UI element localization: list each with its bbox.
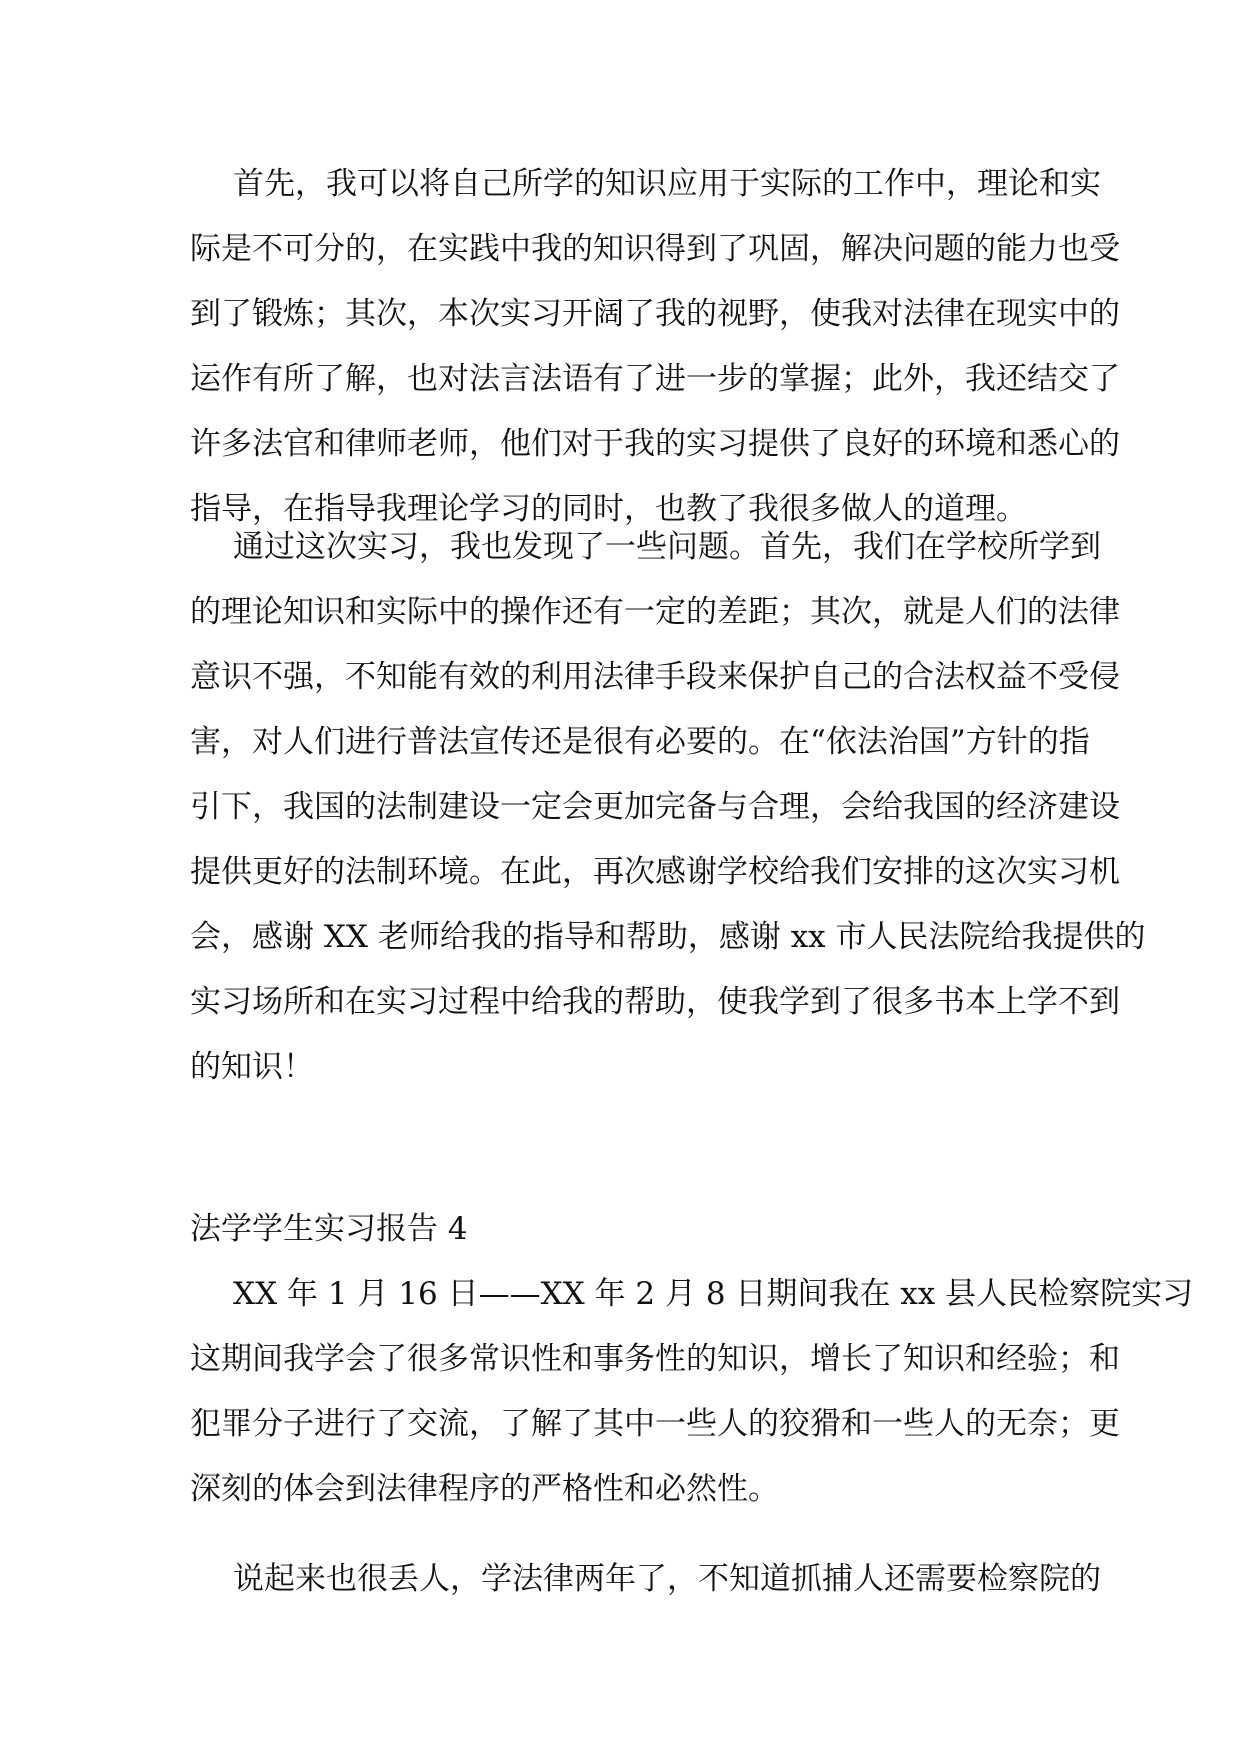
text-line: 际是不可分的，在实践中我的知识得到了巩固，解决问题的能力也受 <box>190 231 1120 267</box>
text-line: 运作有所了解，也对法言法语有了进一步的掌握；此外，我还结交了 <box>190 361 1120 397</box>
text-line: 许多法官和律师老师，他们对于我的实习提供了良好的环境和悉心的 <box>190 426 1120 462</box>
text-line: 害，对人们进行普法宣传还是很有必要的。在“依法治国”方针的指 <box>190 724 1090 760</box>
text-line: XX 年 1 月 16 日——XX 年 2 月 8 日期间我在 xx 县人民检察院实习 <box>233 1276 1194 1312</box>
text-line: 这期间我学会了很多常识性和事务性的知识，增长了知识和经验；和 <box>190 1341 1120 1377</box>
text-line: 首先，我可以将自己所学的知识应用于实际的工作中，理论和实 <box>233 166 1101 202</box>
text-line: 到了锻炼；其次，本次实习开阔了我的视野，使我对法律在现实中的 <box>190 296 1120 332</box>
text-line: 实习场所和在实习过程中给我的帮助，使我学到了很多书本上学不到 <box>190 984 1120 1020</box>
text-line: 引下，我国的法制建设一定会更加完备与合理，会给我国的经济建设 <box>190 789 1120 825</box>
text-line: 深刻的体会到法律程序的严格性和必然性。 <box>190 1471 779 1507</box>
text-line: 会，感谢 XX 老师给我的指导和帮助，感谢 xx 市人民法院给我提供的 <box>190 919 1146 955</box>
paragraph-1 <box>190 152 1120 542</box>
text-line: 意识不强，不知能有效的利用法律手段来保护自己的合法权益不受侵 <box>190 659 1120 695</box>
section-heading: 法学学生实习报告 4 <box>190 1211 468 1247</box>
paragraph-4 <box>190 1547 1101 1612</box>
text-line: 说起来也很丢人，学法律两年了，不知道抓捕人还需要检察院的 <box>233 1561 1101 1597</box>
paragraph-3 <box>190 1262 1194 1522</box>
text-line: 通过这次实习，我也发现了一些问题。首先，我们在学校所学到 <box>233 529 1101 565</box>
paragraph-2 <box>190 515 1146 1100</box>
text-line: 的知识！ <box>190 1049 314 1085</box>
text-line: 提供更好的法制环境。在此，再次感谢学校给我们安排的这次实习机 <box>190 854 1120 890</box>
text-line: 指导，在指导我理论学习的同时，也教了我很多做人的道理。 <box>190 491 1027 527</box>
text-line: 的理论知识和实际中的操作还有一定的差距；其次，就是人们的法律 <box>190 594 1120 630</box>
text-line: 犯罪分子进行了交流，了解了其中一些人的狡猾和一些人的无奈；更 <box>190 1406 1120 1442</box>
